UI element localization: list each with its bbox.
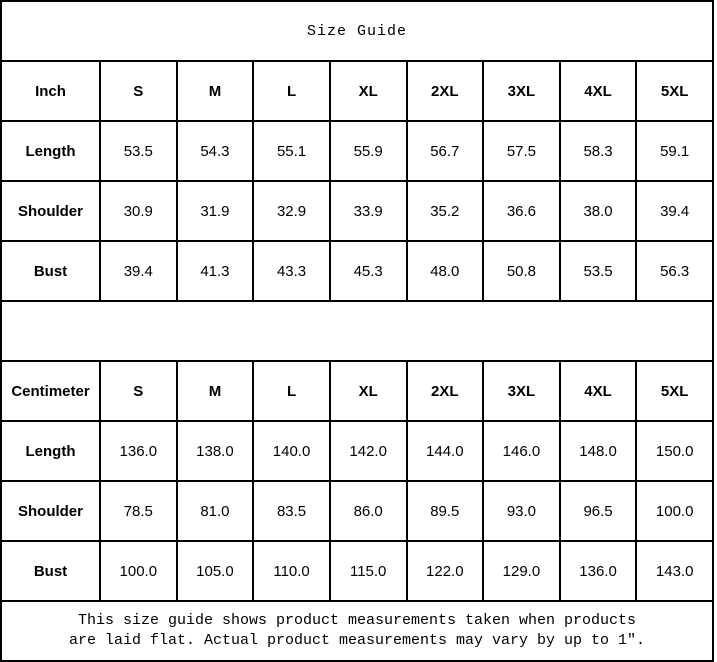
size-value-cell: 45.3 [330,241,407,301]
size-column-header-3xl: 3XL [483,61,560,121]
size-column-header-s: S [100,361,177,421]
size-column-header-3xl: 3XL [483,361,560,421]
spacer-cell [1,301,713,361]
size-value-cell: 56.7 [407,121,484,181]
size-column-header-4xl: 4XL [560,61,637,121]
size-value-cell: 143.0 [636,541,713,601]
size-column-header-5xl: 5XL [636,361,713,421]
size-value-cell: 138.0 [177,421,254,481]
size-value-cell: 136.0 [100,421,177,481]
size-value-cell: 136.0 [560,541,637,601]
size-value-cell: 110.0 [253,541,330,601]
title-row [1,1,713,61]
size-value-cell: 83.5 [253,481,330,541]
size-value-cell: 50.8 [483,241,560,301]
footnote-row [1,601,713,661]
size-value-cell: 81.0 [177,481,254,541]
size-column-header-xl: XL [330,61,407,121]
inch-bust-row [1,241,713,301]
centimeter-length-row [1,421,713,481]
size-column-header-m: M [177,361,254,421]
size-value-cell: 55.9 [330,121,407,181]
size-value-cell: 35.2 [407,181,484,241]
size-column-header-2xl: 2XL [407,361,484,421]
size-value-cell: 33.9 [330,181,407,241]
unit-label-centimeter: Centimeter [1,361,100,421]
size-value-cell: 96.5 [560,481,637,541]
size-value-cell: 36.6 [483,181,560,241]
row-label-bust: Bust [1,541,100,601]
size-value-cell: 105.0 [177,541,254,601]
size-value-cell: 142.0 [330,421,407,481]
size-value-cell: 32.9 [253,181,330,241]
size-value-cell: 140.0 [253,421,330,481]
size-value-cell: 115.0 [330,541,407,601]
size-value-cell: 146.0 [483,421,560,481]
size-column-header-2xl: 2XL [407,61,484,121]
size-value-cell: 31.9 [177,181,254,241]
size-value-cell: 129.0 [483,541,560,601]
size-value-cell: 53.5 [100,121,177,181]
size-value-cell: 100.0 [100,541,177,601]
row-label-shoulder: Shoulder [1,181,100,241]
size-value-cell: 59.1 [636,121,713,181]
size-value-cell: 150.0 [636,421,713,481]
spacer-row [1,301,713,361]
row-label-length: Length [1,121,100,181]
size-value-cell: 55.1 [253,121,330,181]
inch-length-row [1,121,713,181]
footnote-line-2: are laid flat. Actual product measurements may vary by up to 1″. [68,632,646,649]
size-value-cell: 41.3 [177,241,254,301]
size-value-cell: 93.0 [483,481,560,541]
footnote-cell [1,601,713,661]
centimeter-header-row [1,361,713,421]
row-label-length: Length [1,421,100,481]
size-column-header-s: S [100,61,177,121]
row-label-shoulder: Shoulder [1,481,100,541]
size-column-header-m: M [177,61,254,121]
size-value-cell: 54.3 [177,121,254,181]
size-value-cell: 89.5 [407,481,484,541]
page-title: Size Guide [1,1,713,61]
row-label-bust: Bust [1,241,100,301]
size-column-header-l: L [253,61,330,121]
size-value-cell: 53.5 [560,241,637,301]
size-value-cell: 100.0 [636,481,713,541]
size-value-cell: 58.3 [560,121,637,181]
size-value-cell: 144.0 [407,421,484,481]
size-value-cell: 39.4 [100,241,177,301]
footnote-line-1: This size guide shows product measurements taken when products [77,612,637,629]
centimeter-shoulder-row [1,481,713,541]
size-value-cell: 86.0 [330,481,407,541]
unit-label-inch: Inch [1,61,100,121]
size-column-header-5xl: 5XL [636,61,713,121]
size-column-header-4xl: 4XL [560,361,637,421]
size-value-cell: 78.5 [100,481,177,541]
size-value-cell: 57.5 [483,121,560,181]
size-column-header-l: L [253,361,330,421]
inch-header-row [1,61,713,121]
size-column-header-xl: XL [330,361,407,421]
size-value-cell: 43.3 [253,241,330,301]
size-value-cell: 38.0 [560,181,637,241]
size-value-cell: 148.0 [560,421,637,481]
size-value-cell: 48.0 [407,241,484,301]
centimeter-bust-row [1,541,713,601]
size-value-cell: 39.4 [636,181,713,241]
size-value-cell: 30.9 [100,181,177,241]
size-value-cell: 56.3 [636,241,713,301]
inch-shoulder-row [1,181,713,241]
size-value-cell: 122.0 [407,541,484,601]
